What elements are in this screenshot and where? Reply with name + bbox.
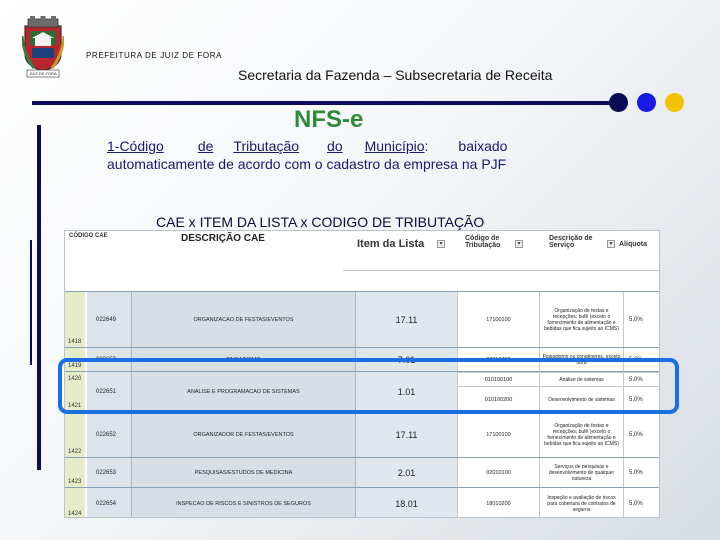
- intro-line-1: [107, 138, 569, 154]
- tax-rate: 5,0%: [623, 348, 660, 371]
- header-codigo-tributacao: Código de Tributação: [465, 235, 501, 250]
- header-aliquota: Alíquota: [619, 241, 647, 248]
- cae-code: 022653: [87, 458, 131, 487]
- row-number: 1420 1421: [65, 372, 85, 411]
- tax-rate: 5,0%: [623, 458, 660, 487]
- list-item-number: 7.01: [355, 348, 457, 371]
- decorative-dot-navy: [609, 93, 628, 112]
- tax-code: 02010100: [457, 458, 539, 487]
- cae-description: ORGANIZADOR DE FESTAS/EVENTOS: [131, 412, 355, 457]
- intro-word-baixado: baixado: [458, 138, 508, 154]
- intro-word-do: do: [327, 138, 343, 154]
- list-item-number: 18.01: [355, 488, 457, 518]
- slide-title: NFS-e: [294, 106, 364, 133]
- tax-rate: 5,0%: [623, 412, 660, 457]
- tax-rate: 5,0%: [623, 373, 660, 387]
- decorative-dot-yellow: [665, 93, 684, 112]
- filter-dropdown-icon[interactable]: ▾: [437, 240, 445, 248]
- service-description: Paisagismo ou congêneres, exceto obra: [539, 348, 623, 371]
- tax-rate: 5,0%: [623, 387, 660, 413]
- service-description: Análise de sistemas: [539, 373, 623, 387]
- list-item-number: 2.01: [355, 458, 457, 487]
- list-item-number: 1.01: [355, 372, 457, 411]
- highlight-box: [58, 358, 679, 414]
- header-descricao-cae: DESCRIÇÃO CAE: [181, 233, 265, 244]
- tax-code: 18010200: [457, 488, 539, 518]
- decorative-dot-blue: [637, 93, 656, 112]
- header-codigo-cae: CÓDIGO CAE: [69, 233, 108, 239]
- service-description: Organização de festas e recepções; bufê (exceto o fornecimento de alimentação e bebidas que fica sujeito ao ICMS): [539, 412, 623, 457]
- left-divider-thin: [30, 240, 32, 365]
- list-item-number: 17.11: [355, 412, 457, 457]
- prefeitura-label: PREFEITURA DE JUIZ DE FORA: [86, 51, 223, 60]
- row-number: 1422: [65, 412, 85, 457]
- tax-rate: 5,0%: [623, 292, 660, 347]
- cae-description: ANALISE E PROGRAMACAO DE SISTEMAS: [131, 372, 355, 411]
- tax-rate: 5,0%: [623, 488, 660, 518]
- table-row: [65, 291, 660, 347]
- list-item-number: 17.11: [355, 292, 457, 347]
- intro-word-tributacao: Tributação: [233, 138, 300, 154]
- table-row: [65, 487, 660, 518]
- table-row: [65, 457, 660, 487]
- tax-code: 17100100: [457, 412, 539, 457]
- row-number: 1418: [65, 292, 85, 347]
- service-description: Organização de festas e recepções; bufê (exceto o fornecimento de alimentação e bebidas que fica sujeito ao ICMS): [539, 292, 623, 347]
- table-row: [65, 411, 660, 457]
- service-description: Desenvolvimento de sistemas: [539, 387, 623, 413]
- intro-colon: :: [424, 138, 429, 154]
- table-header-right: [343, 231, 660, 271]
- intro-word-municipio: Município: [364, 138, 425, 154]
- cae-description: INSPECAO DE RISCOS E SINISTROS DE SEGUROS: [131, 488, 355, 518]
- intro-line-2: automaticamente de acordo com o cadastro da empresa na PJF: [107, 156, 507, 172]
- intro-word-de: de: [197, 138, 214, 154]
- table-caption: CAE x ITEM DA LISTA x CODIGO DE TRIBUTAÇÃO: [156, 214, 485, 230]
- tax-code: 010100200: [457, 387, 539, 413]
- cae-description: PESQUISAS/ESTUDOS DE MEDICINA: [131, 458, 355, 487]
- header-divider: [32, 101, 612, 105]
- row-number: 1419: [65, 348, 85, 371]
- header-item-lista: Item da Lista: [357, 238, 425, 250]
- tax-code: 17100100: [457, 292, 539, 347]
- row-number: 1423: [65, 458, 85, 487]
- left-divider: [37, 125, 41, 470]
- tax-code: 07010700: [457, 348, 539, 371]
- department-label: Secretaria da Fazenda – Subsecretaria de Receita: [238, 67, 553, 83]
- cae-code: 022650: [87, 348, 131, 371]
- service-description: Serviços de pesquisas e desenvolvimento de qualquer natureza: [539, 458, 623, 487]
- cae-code: 022651: [87, 372, 131, 411]
- filter-dropdown-icon[interactable]: ▾: [515, 240, 523, 248]
- cae-code: 022654: [87, 488, 131, 518]
- service-description: Inspeção e avaliação de riscos para cobertura de contratos de seguros: [539, 488, 623, 518]
- filter-dropdown-icon[interactable]: ▾: [607, 240, 615, 248]
- intro-word-codigo: 1-Código: [107, 138, 164, 154]
- city-crest-logo: [22, 16, 64, 78]
- cae-code: 022649: [87, 292, 131, 347]
- cae-description: PAISAGISMO: [131, 348, 355, 371]
- tax-code: 010100100: [457, 373, 539, 387]
- cae-code: 022652: [87, 412, 131, 457]
- header-descricao-servico: Descrição de Serviço: [549, 235, 593, 250]
- cae-description: ORGANIZACAO DE FESTAS/EVENTOS: [131, 292, 355, 347]
- crest-label: JUIZ DE FORA: [29, 71, 57, 76]
- row-number: 1424: [65, 488, 85, 518]
